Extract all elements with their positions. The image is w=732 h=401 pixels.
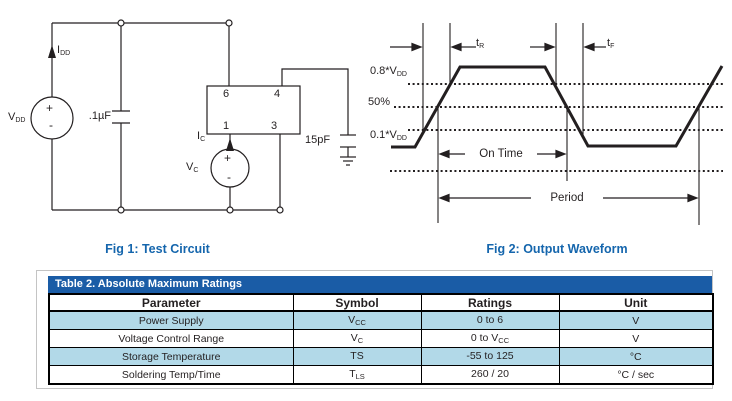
level-high-label: $0.8*V_{DD}$ [369,65,407,78]
edge-marker-lines [423,23,583,136]
pin4-label: 4 [273,88,281,100]
cell-ratings: 0 to $V_{CC}$ [421,330,559,348]
ratings-table [48,293,714,385]
cell-symbol: $V_C$ [293,330,421,348]
ic-current-label: $I_C$ [197,130,206,143]
figure1-caption: Fig 1: Test Circuit [105,242,210,256]
pin1-label: 1 [222,120,230,132]
table-row [49,366,713,385]
idd-label: $I_{DD}$ [57,44,71,57]
cell-ratings: 0 to 6 [421,311,559,330]
table-row [49,330,713,348]
rise-time-label: $t_R$ [476,37,485,50]
vc-label: $V_C$ [186,161,199,174]
cell-symbol: TS [293,348,421,366]
cell-unit: V [559,311,713,330]
table-header-row [49,294,713,311]
cell-parameter: Voltage Control Range [49,330,293,348]
vc-plus-sign: + [224,151,232,165]
figure-output-waveform [358,0,732,235]
test-circuit-drawing [0,0,366,235]
cell-symbol: $V_{CC}$ [293,311,421,330]
idd-arrow-icon [48,45,56,58]
figure2-caption: Fig 2: Output Waveform [486,242,628,256]
table-row [49,348,713,366]
load-cap-label: 15pF [305,134,331,146]
table-row [49,311,713,330]
load-capacitor [340,135,356,157]
col-header-symbol: Symbol [293,294,421,311]
pin6-label: 6 [222,88,230,100]
period-label: Period [531,191,603,205]
vdd-label: $V_{DD}$ [8,111,26,124]
vdd-plus-sign: + [46,101,54,115]
bypass-capacitor [112,23,130,210]
cell-parameter: Power Supply [49,311,293,330]
level-low-label: $0.1*V_{DD}$ [369,129,407,142]
cell-ratings: 260 / 20 [421,366,559,385]
reference-level-dotted-lines [390,84,723,171]
cell-parameter: Soldering Temp/Time [49,366,293,385]
table-title-bar: Table 2. Absolute Maximum Ratings [48,276,712,293]
cell-unit: °C [559,348,713,366]
ground-icon [340,157,356,165]
rise-fall-arrows [390,44,606,51]
bypass-cap-label: .1µF [88,110,111,122]
vc-minus-sign: - [227,170,231,184]
col-header-unit: Unit [559,294,713,311]
on-time-label: On Time [465,147,537,161]
cell-unit: V [559,330,713,348]
figure-test-circuit [0,0,366,235]
col-header-ratings: Ratings [421,294,559,311]
ic-arrow-icon [226,138,234,151]
cell-ratings: -55 to 125 [421,348,559,366]
cell-parameter: Storage Temperature [49,348,293,366]
vdd-minus-sign: - [49,118,53,132]
cell-symbol: $T_{LS}$ [293,366,421,385]
level-mid-label: 50% [367,96,390,108]
col-header-parameter: Parameter [49,294,293,311]
interval-marker-lines [438,107,699,225]
pin3-label: 3 [270,120,278,132]
fall-time-label: $t_F$ [607,37,615,50]
cell-unit: °C / sec [559,366,713,385]
